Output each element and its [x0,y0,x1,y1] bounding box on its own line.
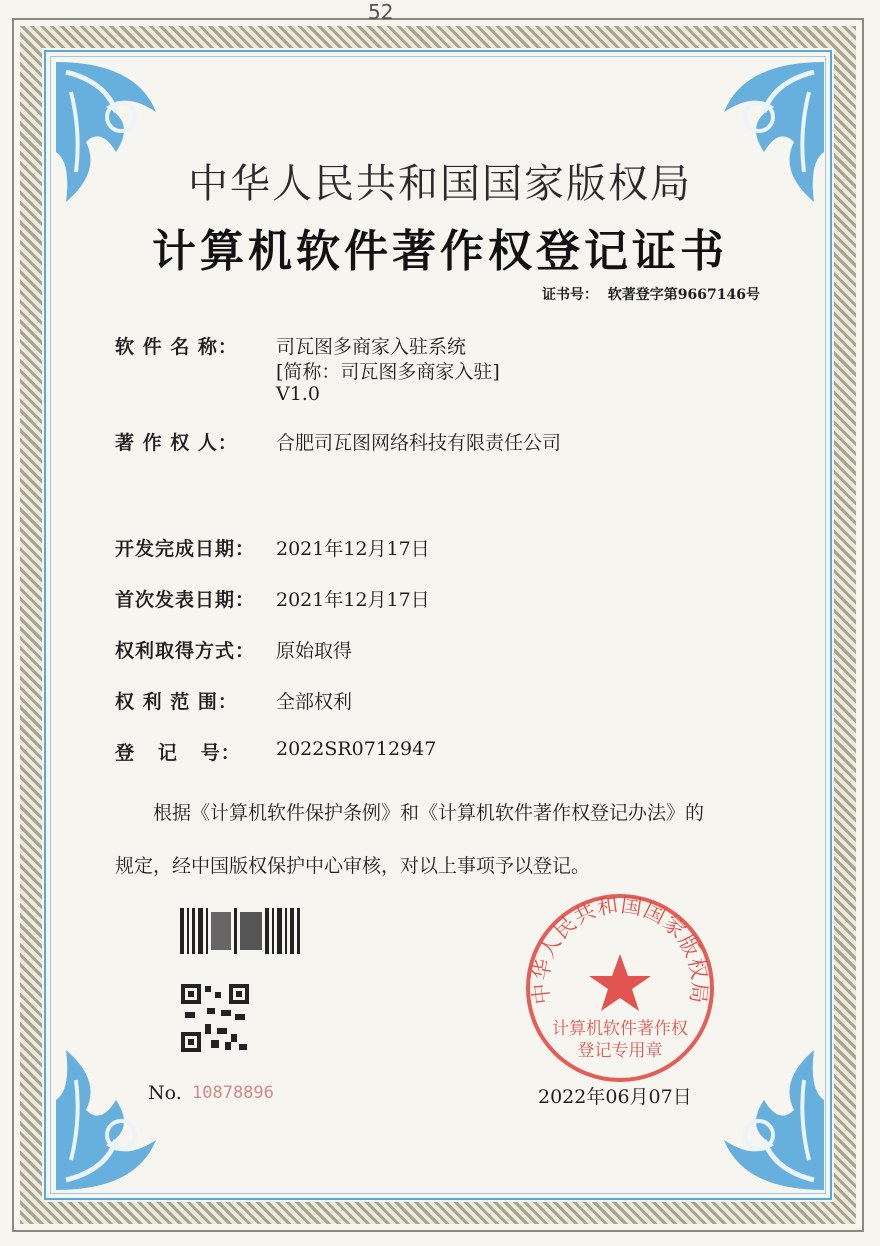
issue-date: 2022年06月07日 [538,1086,692,1108]
acquire-label: 权利取得方式： [115,640,256,662]
dev-date-value: 2021年12月17日 [276,538,430,560]
cert-number-value: 软著登字第9667146号 [607,287,760,303]
seal-line1: 计算机软件著作权 [552,1019,688,1039]
cert-number-label: 证书号： [542,287,599,303]
certificate-title: 计算机软件著作权登记证书 [152,226,728,277]
acquire-value: 原始取得 [276,640,353,662]
statement-line1: 根据《计算机软件保护条例》和《计算机软件著作权登记办法》的 [153,802,705,824]
reg-no-value: 2022SR0712947 [276,738,437,760]
seal-line2: 登记专用章 [577,1041,663,1061]
scope-value: 全部权利 [276,691,353,713]
pub-date-value: 2021年12月17日 [276,589,430,611]
serial-label: No. [148,1082,182,1104]
software-version: V1.0 [276,383,320,405]
corner-ornament-bottom-left [46,1030,216,1200]
reg-no-label: 登 记 号： [115,742,241,764]
scope-label: 权 利 范 围： [115,691,238,713]
handwritten-mark: 52 [368,0,394,24]
seal-ring-text: 中华人民共和国国家版权局 [528,892,712,1006]
statement-line2: 规定，经中国版权保护中心审核，对以上事项予以登记。 [115,855,591,877]
pub-date-label: 首次发表日期： [115,589,256,611]
software-name-label: 软 件 名 称： [115,336,238,358]
barcode-image [180,908,302,954]
owner-label: 著 作 权 人： [115,432,238,454]
software-name-line1: 司瓦图多商家入驻系统 [276,336,467,358]
qr-code-image [181,984,249,1052]
serial-number: 10878896 [192,1083,274,1103]
certificate-number [542,284,760,304]
issuer-title: 中华人民共和国国家版权局 [188,161,692,207]
software-name-line2: [简称：司瓦图多商家入驻] [276,361,500,383]
owner-value: 合肥司瓦图网络科技有限责任公司 [276,432,562,454]
official-seal [520,888,720,1088]
dev-date-label: 开发完成日期： [115,538,256,560]
